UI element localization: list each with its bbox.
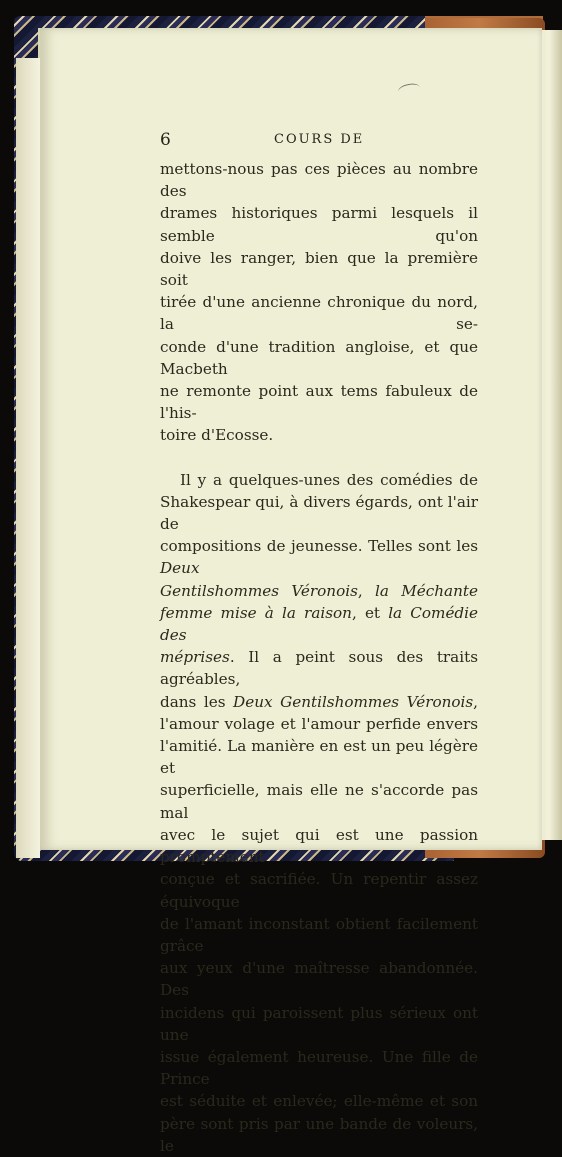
italic-title: méprises xyxy=(160,648,230,667)
text-line: issue également heureuse. Une fille de Prince xyxy=(160,1047,478,1089)
text-line: dans les Deux Gentilshommes Véronois, xyxy=(160,692,478,711)
page-header xyxy=(160,132,480,156)
text-line: de l'amant inconstant obtient facilement grâce xyxy=(160,914,478,955)
text-line: est séduite et enlevée; elle-même et son xyxy=(160,1092,478,1111)
text-line: doive les ranger, bien que la première soit xyxy=(160,248,478,290)
text-line: l'amitié. La manière en est un peu légère et xyxy=(160,737,478,778)
italic-title: la Méchante xyxy=(375,581,478,600)
text-line: aux yeux d'une maîtresse abandonnée. Des xyxy=(160,959,478,1000)
italic-title: la Comédie des xyxy=(160,603,478,645)
text-line: Gentilshommes Véronois, la Méchante xyxy=(160,581,478,600)
italic-title: Deux xyxy=(160,559,200,578)
text-line: Il y a quelques-unes des comédies de xyxy=(180,470,478,489)
text-line: drames historiques parmi lesquels il semble qu'on xyxy=(160,204,478,245)
text-line: superficielle, mais elle ne s'accorde pas mal xyxy=(160,781,478,822)
italic-title: Gentilshommes Véronois xyxy=(160,581,358,600)
text-line: femme mise à la raison, et la Comédie des xyxy=(160,603,478,645)
text-line: l'amour volage et l'amour perfide envers xyxy=(160,714,478,733)
text-line: mettons-nous pas ces pièces au nombre des xyxy=(160,160,478,201)
text-line: avec le sujet qui est une passion promptement xyxy=(160,825,478,867)
running-head: COURS DE xyxy=(274,132,365,147)
text-line: compositions de jeunesse. Telles sont les Deux xyxy=(160,537,478,578)
text-line: père sont pris par une bande de voleurs, le xyxy=(160,1114,478,1155)
text-line: toire d'Ecosse. xyxy=(160,426,274,445)
text-line: tirée d'une ancienne chronique du nord, la se- xyxy=(160,293,478,334)
text-line: incidens qui paroissent plus sérieux ont une xyxy=(160,1003,478,1044)
page-number: 6 xyxy=(160,130,171,150)
text-line: conde d'une tradition angloise, et que Macbeth xyxy=(160,337,478,378)
text-line: Shakespear qui, à divers égards, ont l'air de xyxy=(160,492,478,534)
italic-title: femme mise à la raison xyxy=(160,603,352,622)
text-line: méprises. Il a peint sous des traits agréables, xyxy=(160,648,478,689)
text-line: ne remonte point aux tems fabuleux de l'his- xyxy=(160,382,478,423)
text-line: conçue et sacrifiée. Un repentir assez équivoque xyxy=(160,870,478,911)
italic-title: Deux Gentilshommes Véronois xyxy=(233,692,474,711)
page-text xyxy=(160,158,478,1157)
